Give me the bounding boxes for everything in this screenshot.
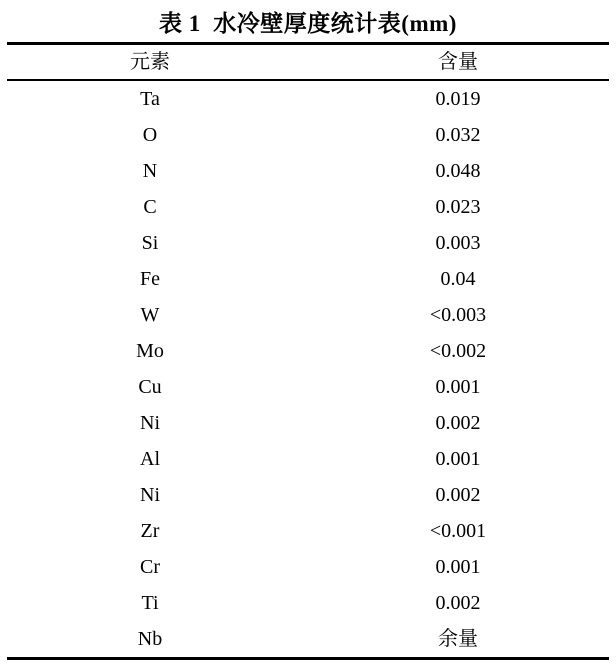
- content-cell: 0.003: [435, 231, 481, 254]
- table-row: [0, 225, 616, 261]
- header-row: [0, 45, 616, 79]
- content-cell: 余量: [438, 627, 478, 650]
- content-cell: 0.002: [435, 591, 481, 614]
- table-row: [0, 297, 616, 333]
- content-cell: <0.003: [429, 303, 487, 326]
- element-cell: N: [142, 159, 158, 182]
- table-row: [0, 261, 616, 297]
- table-row: [0, 333, 616, 369]
- element-cell: W: [140, 303, 160, 326]
- bottom-rule: [7, 657, 609, 660]
- table-row: [0, 513, 616, 549]
- element-cell: Cr: [140, 555, 160, 578]
- content-cell: 0.002: [435, 483, 481, 506]
- content-cell: 0.032: [435, 123, 481, 146]
- column-header-element: 元素: [130, 51, 170, 73]
- table-caption: 表 1 水冷壁厚度统计表(mm): [159, 11, 457, 36]
- content-cell: <0.002: [429, 339, 487, 362]
- content-cell: 0.04: [440, 267, 476, 290]
- element-cell: Ti: [141, 591, 159, 614]
- content-cell: <0.001: [429, 519, 487, 542]
- content-cell: 0.001: [435, 555, 481, 578]
- table-row: [0, 117, 616, 153]
- element-cell: C: [143, 195, 157, 218]
- element-cell: Al: [140, 447, 160, 470]
- element-cell: Ni: [140, 411, 160, 434]
- element-cell: Nb: [137, 627, 163, 650]
- table-row: [0, 585, 616, 621]
- table-row: [0, 189, 616, 225]
- table-row: [0, 621, 616, 657]
- table-row: [0, 549, 616, 585]
- column-header-content: 含量: [438, 51, 478, 73]
- content-cell: 0.001: [435, 375, 481, 398]
- content-cell: 0.048: [435, 159, 481, 182]
- element-cell: O: [142, 123, 158, 146]
- table-row: [0, 81, 616, 117]
- table-row: [0, 441, 616, 477]
- element-cell: Ni: [140, 483, 160, 506]
- element-cell: Fe: [140, 267, 160, 290]
- content-cell: 0.001: [435, 447, 481, 470]
- content-cell: 0.019: [435, 87, 481, 110]
- content-cell: 0.002: [435, 411, 481, 434]
- element-cell: Zr: [140, 519, 160, 542]
- table-row: [0, 369, 616, 405]
- table-row: [0, 405, 616, 441]
- table-row: [0, 153, 616, 189]
- table-row: [0, 477, 616, 513]
- element-cell: Ta: [140, 87, 160, 110]
- content-cell: 0.023: [435, 195, 481, 218]
- element-cell: Mo: [136, 339, 164, 362]
- element-cell: Si: [141, 231, 159, 254]
- element-cell: Cu: [138, 375, 162, 398]
